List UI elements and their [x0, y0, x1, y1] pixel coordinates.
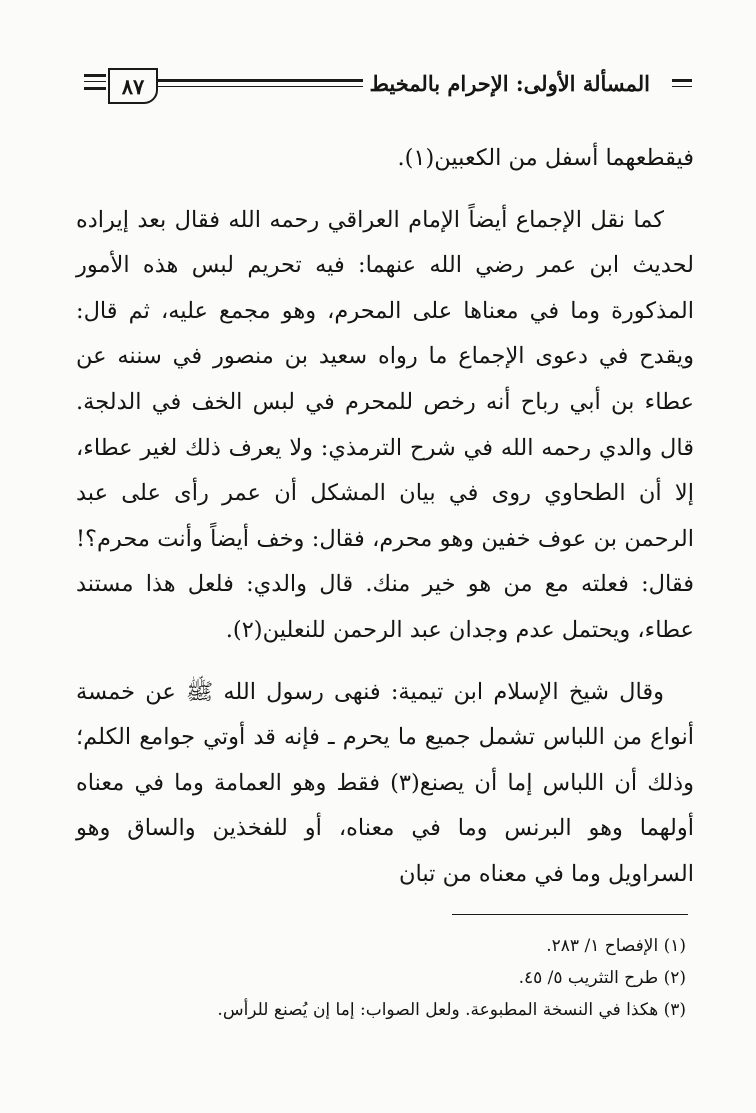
header-rule-left	[84, 74, 106, 77]
header-rule-right	[672, 79, 692, 82]
main-text	[76, 136, 694, 898]
footnote-1: (١) الإفصاح ١/ ٢٨٣.	[546, 936, 686, 956]
paragraph-2: كما نقل الإجماع أيضاً الإمام العراقي رحمه الله فقال بعد إيراده لحديث ابن عمر رضي الله عنهما: فيه تحريم لبس هذه الأمور المذكورة وما في معناها على المحرم، وهو مجمع عليه، ثم قال: ويقدح في دعوى الإجماع ما رواه سعيد بن منصور في سننه عن عطاء بن أبي رباح أنه رخص للمحرم في لبس الخف في الدلجة. قال والدي رحمه الله في شرح الترمذي: ولا يعرف ذلك لغير عطاء، إلا أن الطحاوي روى في بيان المشكل أن عمر رأى على عبد الرحمن بن عوف خفين وهو محرم، فقال: وخف أيضاً وأنت محرم؟! فقال: فعلته مع من هو خير منك. قال والدي: فلعل هذا مستند عطاء، ويحتمل عدم وجدان عبد الرحمن للنعلين(٢).	[76, 206, 694, 643]
header-rule-left-thin	[84, 81, 106, 82]
footnote-2: (٢) طرح التثريب ٥/ ٤٥.	[518, 968, 686, 988]
header-rule-right-thin	[672, 86, 692, 87]
footnote-separator	[452, 914, 688, 915]
paragraph-1: فيقطعهما أسفل من الكعبين(١).	[397, 145, 694, 171]
header-rule-left-bottom	[84, 87, 106, 90]
footnotes	[76, 930, 686, 1026]
footnote-3: (٣) هكذا في النسخة المطبوعة. ولعل الصواب: إما إن يُصنع للرأس.	[217, 1000, 686, 1020]
page-number: ٨٧	[108, 68, 158, 104]
paragraph-3: وقال شيخ الإسلام ابن تيمية: فنهى رسول الله ﷺ عن خمسة أنواع من اللباس تشمل جميع ما يحرم ـ فإنه قد أوتي جوامع الكلم؛ وذلك أن اللباس إما أن يصنع(٣) فقط وهو العمامة وما في معناه أولهما وهو البرنس وما في معناه، أو للفخذين والساق وهو السراويل وما في معناه من تبان	[76, 678, 694, 887]
running-title: المسألة الأولى: الإحرام بالمخيط	[363, 66, 656, 100]
page-header	[0, 0, 756, 110]
